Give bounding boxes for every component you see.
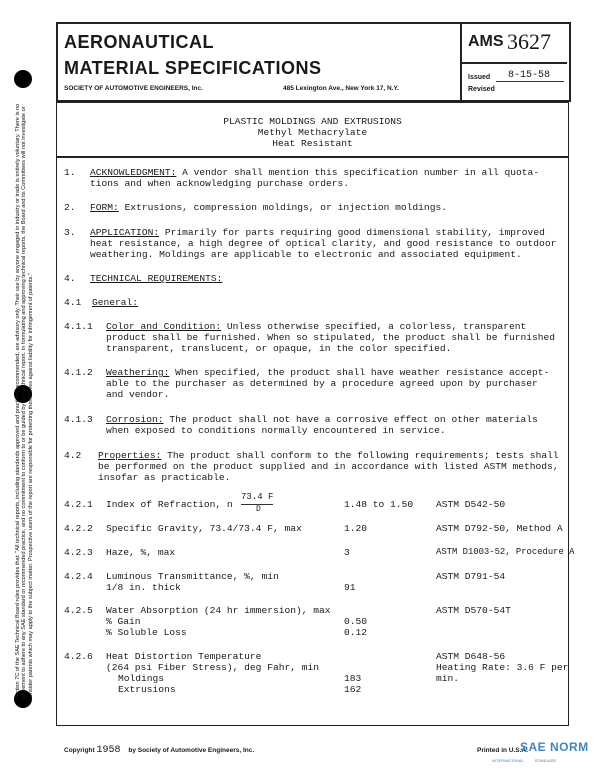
s411-line-2: product shall be furnished. When so stipulated, the product shall be furnished [106,332,556,343]
s41-num: 4.1 [64,297,82,308]
s2-line-1 [90,202,447,214]
s1-line-2: tions and when acknowledging purchase orders. [90,178,350,189]
copyright-year: 1958 [96,745,121,756]
spec-title-2: Methyl Methacrylate [257,127,368,138]
s412-line-3: and vendor. [106,389,170,400]
s3-num: 3. [64,227,76,238]
p426-sub2: Extrusions [118,684,176,695]
title-divider [56,156,569,158]
s412-line-2: able to the purchaser as determined by a procedure agreed upon by purchaser [106,378,538,389]
p425-val1: 0.50 [344,616,368,627]
s412-heading: Weathering: [106,367,170,378]
p425-method: ASTM D570-54T [436,605,511,616]
s3-heading: APPLICATION: [90,227,160,238]
s3-line-2: heat resistance, a high degree of optical clarity, and good resistance to outdoor [90,238,557,249]
copyright-word: Copyright [64,747,95,754]
footer-copyright [64,745,254,756]
issued-date: 8-15-58 [508,70,551,81]
s41-heading: General: [92,297,139,308]
p424-label: Luminous Transmittance, %, min [106,571,279,582]
p421-frac-top: 73.4 F [241,492,273,505]
s2-heading: FORM: [90,202,119,213]
copyright-by: by Society of Automotive Engineers, Inc. [128,747,255,754]
p423-method: ASTM D1003-52, Procedure A [436,547,575,557]
p425-sub2: % Soluble Loss [106,627,187,638]
spec-title-1: PLASTIC MOLDINGS AND EXTRUSIONS [223,116,402,127]
s413-line-1 [106,414,538,426]
p426-val1: 183 [344,673,362,684]
s1-heading: ACKNOWLEDGMENT: [90,167,177,178]
revised-label: Revised [468,86,495,93]
s4-heading: TECHNICAL REQUIREMENTS: [90,273,223,284]
s4-num: 4. [64,273,76,284]
p423-value: 3 [344,547,350,558]
p421-method: ASTM D542-50 [436,499,506,510]
issued-label: Issued [468,74,491,81]
p421-label: Index of Refraction, n [106,499,233,510]
s413-text: The product shall not have a corrosive effect on other materials [169,414,538,425]
s411-line-3: transparent, translucent, or opaque, in the color specified. [106,343,452,354]
ams-label: AMS [468,33,504,50]
s2-text: Extrusions, compression moldings, or injection moldings. [124,202,447,213]
s1-num: 1. [64,167,76,178]
s42-heading: Properties: [98,450,162,461]
s3-text: Primarily for parts requiring good dimensional stability, improved [164,227,545,238]
p425-val2: 0.12 [344,627,368,638]
s413-num: 4.1.3 [64,414,93,425]
p421-value: 1.48 to 1.50 [344,499,414,510]
p423-label: Haze, %, max [106,547,176,558]
binder-hole-1 [14,70,32,88]
s2-num: 2. [64,202,76,213]
ams-number: 3627 [507,29,551,54]
p423-num: 4.2.3 [64,547,93,558]
s3-line-3: weathering. Moldings are applicable to electronic and associated equipment. [90,249,522,260]
header-title-1: AERONAUTICAL [64,32,214,52]
s42-line-3: insofar as practicable. [98,472,231,483]
header-title-2: MATERIAL SPECIFICATIONS [64,58,322,78]
s413-line-2: when exposed to conditions normally encountered in service. [106,425,446,436]
p426-method: ASTM D648-56 [436,651,506,662]
p426-sub0: (264 psi Fiber Stress), deg Fahr, min [106,662,320,673]
s413-heading: Corrosion: [106,414,164,425]
s412-num: 4.1.2 [64,367,93,378]
header-society: SOCIETY OF AUTOMOTIVE ENGINEERS, Inc. [64,85,203,92]
p424-sub: 1/8 in. thick [106,582,181,593]
p426-sub1: Moldings [118,673,165,684]
issued-underline [496,81,564,82]
p426-num: 4.2.6 [64,651,93,662]
s42-line-1 [98,450,559,462]
p424-value: 91 [344,582,356,593]
p425-label: Water Absorption (24 hr immersion), max [106,605,331,616]
s42-text: The product shall conform to the following requirements; tests shall [167,450,559,461]
s1-text: A vendor shall mention this specification number in all quota- [182,167,540,178]
p422-label: Specific Gravity, 73.4/73.4 F, max [106,523,302,534]
p425-num: 4.2.5 [64,605,93,616]
p426-label: Heat Distortion Temperature [106,651,262,662]
p426-method-3: min. [436,673,460,684]
s411-text: Unless otherwise specified, a colorless, transparent [226,321,527,332]
p426-method-2: Heating Rate: 3.6 F per [436,662,569,673]
s42-line-2: be performed on the product supplied and in accordance with listed ASTM methods, [98,461,559,472]
p421-num: 4.2.1 [64,499,93,510]
footer-printed: Printed in U.S.A. [477,747,528,754]
watermark-text: SAE NORM [520,740,589,754]
side-disclaimer: Section 7C of the SAE Technical Board rules provides that: "All technical reports, including standards approved and practices recommended, are advisory only. Their use by anyone engaged in industry or trade is entirely voluntary. There is no agreement to adhere to any SAE standard or recommended practice, and no commitment to conform to or be guided by any technical report. In formulating and approving technical reports, the Board and its Committees will not investigate or consider patents which may apply to the subject matter. Prospective users of the report are responsible for protecting themselves against liability for infringement of patents." [15,103,34,700]
s3-line-1 [90,227,545,239]
s412-text: When specified, the product shall have weather resistance accept- [175,367,550,378]
p421-frac-bot: D [256,505,261,514]
spec-title-3: Heat Resistant [272,138,353,149]
s411-line-1 [106,321,526,333]
p422-value: 1.20 [344,523,368,534]
p425-sub1: % Gain [106,616,141,627]
p422-num: 4.2.2 [64,523,93,534]
p426-val2: 162 [344,684,362,695]
p424-method: ASTM D791-54 [436,571,506,582]
s1-line-1 [90,167,539,179]
p424-num: 4.2.4 [64,571,93,582]
s411-heading: Color and Condition: [106,321,222,332]
s412-line-1 [106,367,549,379]
header-address: 485 Lexington Ave., New York 17, N.Y. [283,85,399,92]
watermark-sub: INTERNATIONAL STANDARD [492,758,557,763]
p422-method: ASTM D792-50, Method A [436,523,563,534]
s411-num: 4.1.1 [64,321,93,332]
s42-num: 4.2 [64,450,82,461]
watermark-logo [492,738,596,768]
